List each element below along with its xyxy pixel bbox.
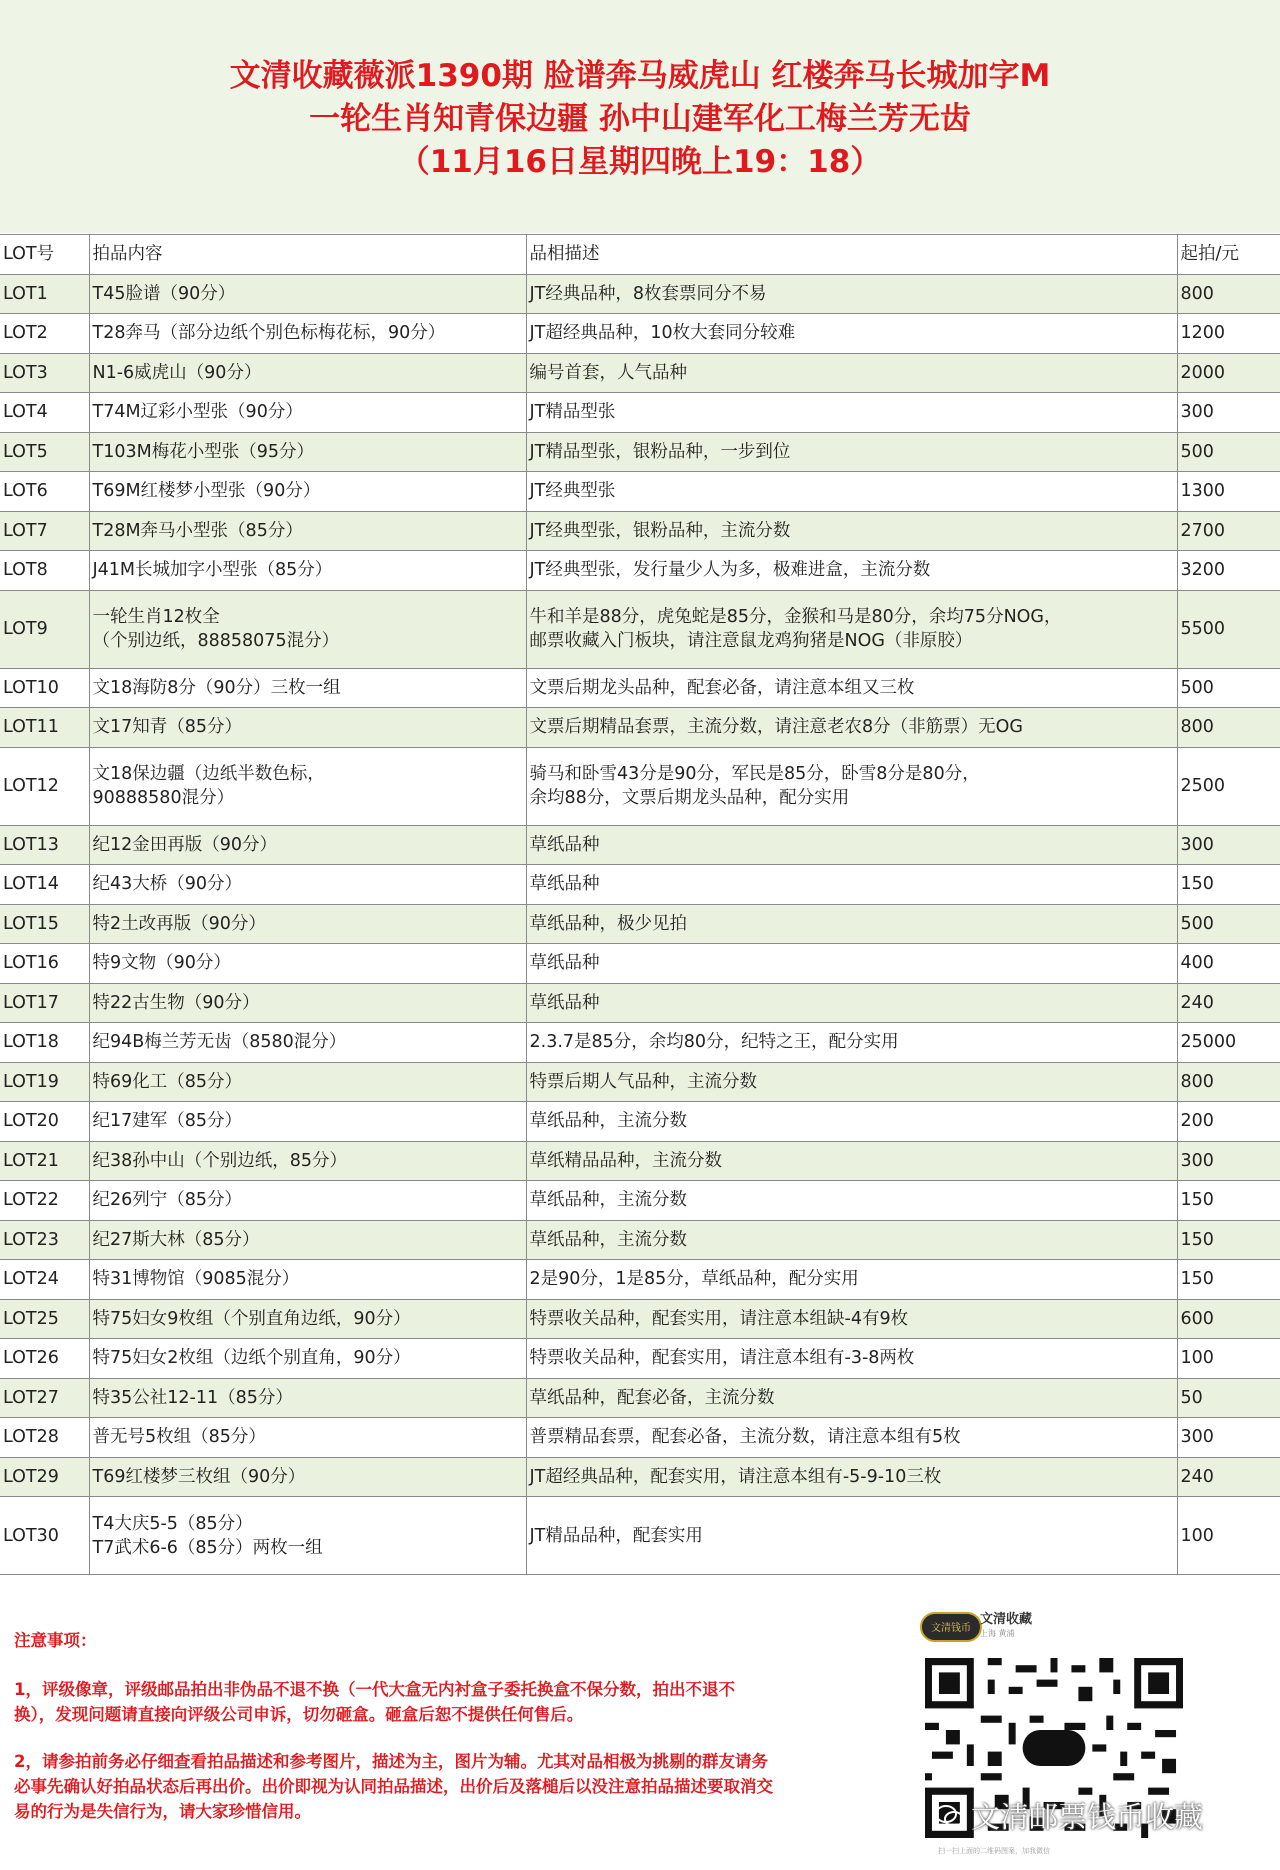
- cell-lot: LOT25: [0, 1299, 89, 1339]
- cell-description: 草纸品种，主流分数: [526, 1181, 1177, 1221]
- cell-start-price: 5500: [1177, 590, 1280, 668]
- cell-item: 普无号5枚组（85分）: [89, 1418, 526, 1458]
- cell-item: T45脸谱（90分）: [89, 274, 526, 314]
- cell-lot: LOT17: [0, 983, 89, 1023]
- cell-start-price: 500: [1177, 904, 1280, 944]
- cell-description: 特票收关品种，配套实用，请注意本组缺-4有9枚: [526, 1299, 1177, 1339]
- cell-description: 草纸品种，主流分数: [526, 1102, 1177, 1142]
- cell-lot: LOT26: [0, 1339, 89, 1379]
- cell-item: T69M红楼梦小型张（90分）: [89, 472, 526, 512]
- cell-lot: LOT24: [0, 1260, 89, 1300]
- cell-start-price: 100: [1177, 1497, 1280, 1575]
- cell-description: JT精品型张: [526, 393, 1177, 433]
- cell-lot: LOT15: [0, 904, 89, 944]
- cell-start-price: 300: [1177, 1418, 1280, 1458]
- column-header-description: 品相描述: [526, 235, 1177, 275]
- title-line-1: 文清收藏薇派1390期 脸谱奔马威虎山 红楼奔马长城加字M: [229, 58, 1051, 94]
- cell-lot: LOT23: [0, 1220, 89, 1260]
- table-row: [0, 1497, 1280, 1575]
- title-line-2: 一轮生肖知青保边疆 孙中山建军化工梅兰芳无齿: [309, 101, 971, 137]
- cell-start-price: 150: [1177, 1260, 1280, 1300]
- cell-start-price: 150: [1177, 1181, 1280, 1221]
- cell-description: 草纸品种，配套必备，主流分数: [526, 1378, 1177, 1418]
- cell-lot: LOT22: [0, 1181, 89, 1221]
- cell-item: 纪17建军（85分）: [89, 1102, 526, 1142]
- cell-lot: LOT6: [0, 472, 89, 512]
- cell-item: 特75妇女9枚组（个别直角边纸，90分）: [89, 1299, 526, 1339]
- table-row: [0, 1378, 1280, 1418]
- shop-logo: 文清钱币: [920, 1612, 982, 1642]
- cell-start-price: 200: [1177, 1102, 1280, 1142]
- cell-start-price: 300: [1177, 1141, 1280, 1181]
- cell-lot: LOT19: [0, 1062, 89, 1102]
- cell-description: JT经典型张，银粉品种，主流分数: [526, 511, 1177, 551]
- cell-start-price: 500: [1177, 668, 1280, 708]
- cell-description: 草纸品种: [526, 825, 1177, 865]
- cell-item: 特31博物馆（9085混分）: [89, 1260, 526, 1300]
- cell-item: T4大庆5-5（85分） T7武术6-6（85分）两枚一组: [89, 1497, 526, 1575]
- cell-item: 特35公社12-11（85分）: [89, 1378, 526, 1418]
- cell-lot: LOT16: [0, 944, 89, 984]
- cell-item: 文18保边疆（边纸半数色标， 90888580混分）: [89, 747, 526, 825]
- cell-lot: LOT30: [0, 1497, 89, 1575]
- table-row: [0, 944, 1280, 984]
- qr-caption: 扫一扫上面的二维码图案，加我微信: [938, 1847, 1050, 1855]
- cell-start-price: 150: [1177, 1220, 1280, 1260]
- cell-lot: LOT28: [0, 1418, 89, 1458]
- cell-item: T28奔马（部分边纸个别色标梅花标，90分）: [89, 314, 526, 354]
- cell-description: 骑马和卧雪43分是90分，军民是85分，卧雪8分是80分， 余均88分，文票后期龙头品种，配分实用: [526, 747, 1177, 825]
- cell-item: J41M长城加字小型张（85分）: [89, 551, 526, 591]
- cell-start-price: 800: [1177, 274, 1280, 314]
- cell-start-price: 1300: [1177, 472, 1280, 512]
- cell-start-price: 3200: [1177, 551, 1280, 591]
- cell-description: 普票精品套票，配套必备，主流分数，请注意本组有5枚: [526, 1418, 1177, 1458]
- cell-description: JT超经典品种，10枚大套同分较难: [526, 314, 1177, 354]
- cell-item: 纪26列宁（85分）: [89, 1181, 526, 1221]
- cell-lot: LOT9: [0, 590, 89, 668]
- cell-description: JT经典型张，发行量少人为多，极难进盒，主流分数: [526, 551, 1177, 591]
- cell-start-price: 2000: [1177, 353, 1280, 393]
- cell-item: N1-6威虎山（90分）: [89, 353, 526, 393]
- cell-lot: LOT2: [0, 314, 89, 354]
- cell-item: 纪38孙中山（个别边纸，85分）: [89, 1141, 526, 1181]
- table-row: [0, 983, 1280, 1023]
- table-row: [0, 353, 1280, 393]
- cell-item: T28M奔马小型张（85分）: [89, 511, 526, 551]
- column-header-lot: LOT号: [0, 235, 89, 275]
- cell-item: 特75妇女2枚组（边纸个别直角，90分）: [89, 1339, 526, 1379]
- cell-description: 草纸品种，主流分数: [526, 1220, 1177, 1260]
- cell-lot: LOT4: [0, 393, 89, 433]
- table-row: [0, 551, 1280, 591]
- notice-item: 2，请参拍前务必仔细查看拍品描述和参考图片，描述为主，图片为辅。尤其对品相极为挑剔的群友请务必事先确认好拍品状态后再出价。出价即视为认同拍品描述，出价后及落槌后以没注意拍品描述要取消交易的行为是失信行为，请大家珍惜信用。: [14, 1752, 773, 1821]
- cell-description: 编号首套，人气品种: [526, 353, 1177, 393]
- cell-start-price: 2500: [1177, 747, 1280, 825]
- cell-description: 文票后期龙头品种，配套必备，请注意本组又三枚: [526, 668, 1177, 708]
- cell-lot: LOT11: [0, 708, 89, 748]
- table-row: [0, 904, 1280, 944]
- table-row: [0, 1181, 1280, 1221]
- cell-description: JT经典品种，8枚套票同分不易: [526, 274, 1177, 314]
- column-header-item: 拍品内容: [89, 235, 526, 275]
- cell-item: 一轮生肖12枚全 （个别边纸，88858075混分）: [89, 590, 526, 668]
- notice-section: [14, 1628, 774, 1846]
- cell-item: 纪43大桥（90分）: [89, 865, 526, 905]
- cell-lot: LOT3: [0, 353, 89, 393]
- cell-start-price: 2700: [1177, 511, 1280, 551]
- table-row: [0, 1023, 1280, 1063]
- table-row: [0, 1220, 1280, 1260]
- cell-lot: LOT14: [0, 865, 89, 905]
- cell-item: 特9文物（90分）: [89, 944, 526, 984]
- cell-lot: LOT12: [0, 747, 89, 825]
- cell-description: 文票后期精品套票，主流分数，请注意老农8分（非筋票）无OG: [526, 708, 1177, 748]
- table-row: [0, 1418, 1280, 1458]
- table-row: [0, 865, 1280, 905]
- title-line-3: （11月16日星期四晚上19：18）: [398, 144, 882, 180]
- table-row: [0, 708, 1280, 748]
- cell-start-price: 1200: [1177, 314, 1280, 354]
- cell-description: JT精品品种，配套实用: [526, 1497, 1177, 1575]
- table-row: [0, 590, 1280, 668]
- table-row: [0, 1299, 1280, 1339]
- cell-item: 特22古生物（90分）: [89, 983, 526, 1023]
- qr-account-name: 文清收藏: [980, 1612, 1033, 1627]
- cell-description: 牛和羊是88分，虎兔蛇是85分，金猴和马是80分，余均75分NOG， 邮票收藏入门板块，请注意鼠龙鸡狗猪是NOG（非原胶）: [526, 590, 1177, 668]
- cell-lot: LOT18: [0, 1023, 89, 1063]
- title-banner: [0, 0, 1280, 233]
- cell-item: T103M梅花小型张（95分）: [89, 432, 526, 472]
- table-row: [0, 314, 1280, 354]
- cell-item: T74M辽彩小型张（90分）: [89, 393, 526, 433]
- cell-start-price: 240: [1177, 1457, 1280, 1497]
- cell-start-price: 400: [1177, 944, 1280, 984]
- wechat-icon: [935, 1804, 965, 1828]
- table-header-row: [0, 235, 1280, 275]
- watermark-text: 文清邮票钱币收藏: [971, 1800, 1204, 1834]
- cell-start-price: 300: [1177, 825, 1280, 865]
- cell-lot: LOT1: [0, 274, 89, 314]
- table-row: [0, 432, 1280, 472]
- cell-description: 草纸品种: [526, 865, 1177, 905]
- cell-lot: LOT7: [0, 511, 89, 551]
- table-row: [0, 274, 1280, 314]
- cell-item: 特2土改再版（90分）: [89, 904, 526, 944]
- cell-lot: LOT20: [0, 1102, 89, 1142]
- cell-start-price: 300: [1177, 393, 1280, 433]
- cell-description: 2.3.7是85分，余均80分，纪特之王，配分实用: [526, 1023, 1177, 1063]
- cell-item: 文17知青（85分）: [89, 708, 526, 748]
- column-header-price: 起拍/元: [1177, 235, 1280, 275]
- table-row: [0, 825, 1280, 865]
- cell-description: 草纸品种: [526, 944, 1177, 984]
- table-row: [0, 1457, 1280, 1497]
- table-row: [0, 668, 1280, 708]
- cell-item: 特69化工（85分）: [89, 1062, 526, 1102]
- cell-start-price: 100: [1177, 1339, 1280, 1379]
- cell-description: JT经典型张: [526, 472, 1177, 512]
- table-row: [0, 1260, 1280, 1300]
- table-row: [0, 1339, 1280, 1379]
- table-row: [0, 1062, 1280, 1102]
- cell-item: 纪94B梅兰芳无齿（8580混分）: [89, 1023, 526, 1063]
- cell-item: T69红楼梦三枚组（90分）: [89, 1457, 526, 1497]
- cell-description: 特票后期人气品种，主流分数: [526, 1062, 1177, 1102]
- cell-lot: LOT10: [0, 668, 89, 708]
- table-row: [0, 393, 1280, 433]
- auction-lot-table: [0, 234, 1280, 1575]
- cell-start-price: 240: [1177, 983, 1280, 1023]
- table-row: [0, 511, 1280, 551]
- cell-start-price: 800: [1177, 1062, 1280, 1102]
- cell-item: 文18海防8分（90分）三枚一组: [89, 668, 526, 708]
- cell-start-price: 25000: [1177, 1023, 1280, 1063]
- notice-item: 1，评级像章，评级邮品拍出非伪品不退不换（一代大盒无内衬盒子委托换盒不保分数，拍出不退不换），发现问题请直接向评级公司申诉，切勿砸盒。砸盒后恕不提供任何售后。: [14, 1680, 735, 1724]
- cell-description: 特票收关品种，配套实用，请注意本组有-3-8两枚: [526, 1339, 1177, 1379]
- cell-start-price: 50: [1177, 1378, 1280, 1418]
- cell-description: 草纸品种，极少见拍: [526, 904, 1177, 944]
- cell-lot: LOT13: [0, 825, 89, 865]
- cell-lot: LOT29: [0, 1457, 89, 1497]
- table-row: [0, 747, 1280, 825]
- cell-item: 纪27斯大林（85分）: [89, 1220, 526, 1260]
- cell-item: 纪12金田再版（90分）: [89, 825, 526, 865]
- cell-lot: LOT8: [0, 551, 89, 591]
- cell-start-price: 500: [1177, 432, 1280, 472]
- table-row: [0, 1141, 1280, 1181]
- cell-start-price: 150: [1177, 865, 1280, 905]
- cell-description: 草纸品种: [526, 983, 1177, 1023]
- cell-description: 2是90分，1是85分，草纸品种，配分实用: [526, 1260, 1177, 1300]
- cell-lot: LOT5: [0, 432, 89, 472]
- cell-start-price: 800: [1177, 708, 1280, 748]
- table-row: [0, 1102, 1280, 1142]
- cell-lot: LOT21: [0, 1141, 89, 1181]
- table-row: [0, 472, 1280, 512]
- cell-start-price: 600: [1177, 1299, 1280, 1339]
- notice-heading: 注意事项：: [14, 1631, 97, 1650]
- cell-lot: LOT27: [0, 1378, 89, 1418]
- cell-description: JT超经典品种，配套实用，请注意本组有-5-9-10三枚: [526, 1457, 1177, 1497]
- cell-description: JT精品型张，银粉品种，一步到位: [526, 432, 1177, 472]
- watermark: [935, 1795, 1203, 1836]
- qr-account-location: 上海 黄浦: [980, 1629, 1015, 1638]
- cell-description: 草纸精品品种，主流分数: [526, 1141, 1177, 1181]
